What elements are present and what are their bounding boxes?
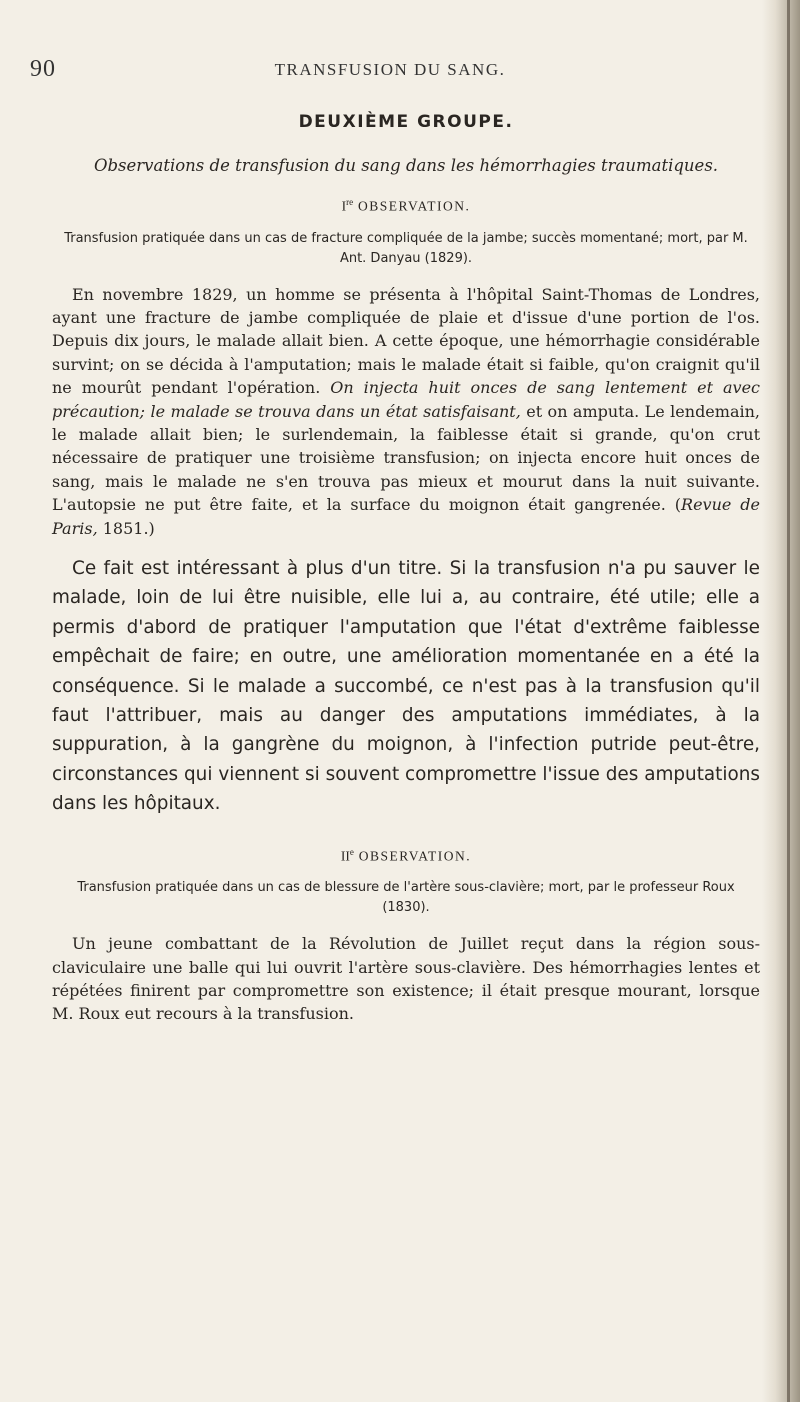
running-head: TRANSFUSION DU SANG. (274, 60, 506, 79)
observation-1-ordinal-suffix: re (346, 197, 354, 207)
observation-1-ordinal: I (341, 198, 347, 214)
observation-1-text (52, 283, 760, 540)
observation-2-summary: Transfusion pratiquée dans un cas de blessure de l'artère sous-clavière; mort, par le professeur Roux (1830). (77, 880, 735, 916)
observation-1-text-a: En novembre 1829, un homme se présenta à l'hôpital Saint-Thomas de Londres, ayant une fracture de jambe compliquée de plaie et d'issue d'une portion de l'os. Depuis dix jours, le malade allait bien. A cette époque, une hémorrhagie considérable survint; on se décida à l'amputation; mais le malade était si faible, qu'on craignit qu'il ne mourût pendant l'opération. (52, 284, 760, 398)
group-title: DEUXIÈME GROUPE. (298, 112, 514, 132)
page-content (52, 112, 760, 1040)
page-edge-shadow (762, 0, 800, 1402)
observation-1-citation-rest: 1851.) (97, 518, 155, 538)
observation-1-text-italic: On injecta huit onces de sang lentement et avec précaution; le malade se trouva dans un état satisfaisant, (52, 378, 761, 421)
observation-1-summary: Transfusion pratiquée dans un cas de fracture compliquée de la jambe; succès momentané; mort, par M. Ant. Danyau (1829). (64, 230, 748, 266)
observation-2-text: Un jeune combattant de la Révolution de Juillet reçut dans la région sous-claviculaire une balle qui lui ouvrit l'artère sous-clavière. Des hémorrhagies lentes et répétées finirent par compromettre son existence; il était presque mourant, lorsque M. Roux eut recours à la transfusion. (52, 934, 760, 1024)
observation-1-label: OBSERVATION. (358, 198, 471, 214)
observation-1-citation: Revue de Paris, (52, 495, 761, 538)
observation-1-heading (52, 197, 760, 215)
observation-2-ordinal-suffix: e (349, 846, 354, 857)
page-header (30, 56, 750, 86)
commentary-paragraph: Ce fait est intéressant à plus d'un titre. Si la transfusion n'a pu sauver le malade, loin de lui être nuisible, elle lui a, au contraire, été utile; elle a permis d'abord de pratiquer l'amputation que l'état d'extrême faiblesse empêchait de faire; en outre, une amélioration momentanée en a été la conséquence. Si le malade a succombé, ce n'est pas à la transfusion qu'il faut l'attribuer, mais au danger des amputations immédiates, à la suppuration, à la gangrène du moignon, à l'infection putride peut-être, circonstances qui viennent si souvent compromettre l'issue des amputations dans les hôpitaux. (52, 557, 760, 815)
page-number: 90 (30, 56, 56, 82)
observation-1-text-b: et on amputa. Le lendemain, le malade allait bien; le surlendemain, la faiblesse était si grande, qu'on crut nécessaire de pratiquer une troisième transfusion; on injecta encore huit onces de sang, mais le malade ne s'en trouva pas mieux et mourut dans la nuit suivante. L'autopsie ne put être faite, et la surface du moignon était gangrenée. ( (52, 401, 760, 515)
observation-2-ordinal: II (340, 848, 350, 864)
page-edge-line (787, 0, 790, 1402)
observation-2-label: OBSERVATION. (358, 848, 472, 864)
group-subtitle: Observations de transfusion du sang dans les hémorrhagies traumatiques. (93, 156, 719, 175)
observation-2-heading (52, 847, 760, 865)
